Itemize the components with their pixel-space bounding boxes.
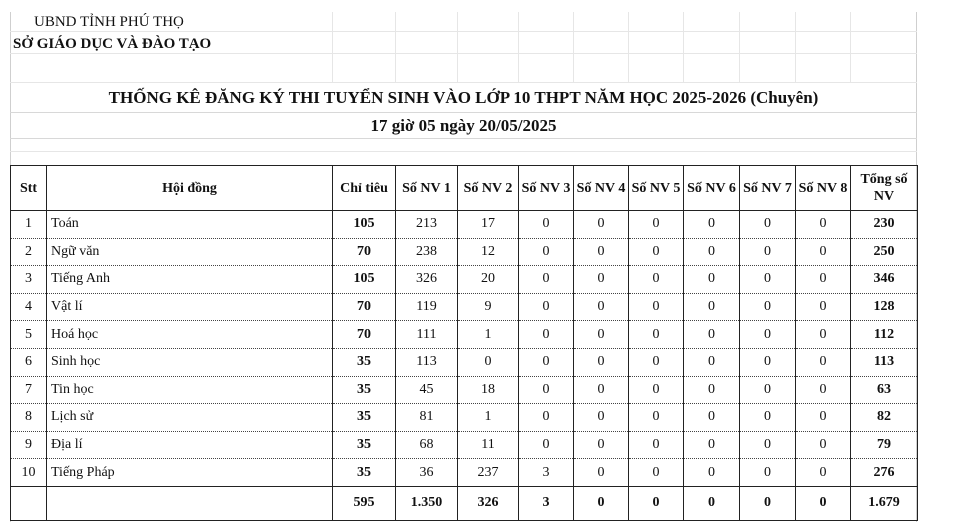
gridline — [683, 12, 684, 82]
table-row — [11, 459, 918, 487]
table-cell: 0 — [574, 211, 629, 239]
table-cell: 17 — [458, 211, 519, 239]
table-cell: 0 — [740, 348, 796, 376]
table-row — [11, 293, 918, 321]
table-cell: 0 — [684, 348, 740, 376]
gridline — [573, 12, 574, 82]
table-cell: 70 — [333, 321, 396, 349]
column-header: Số NV 3 — [519, 166, 574, 211]
table-cell: 20 — [458, 266, 519, 294]
table-cell: 111 — [396, 321, 458, 349]
table-cell: 12 — [458, 238, 519, 266]
table-cell: 237 — [458, 459, 519, 487]
table-cell: 0 — [574, 266, 629, 294]
table-cell: 0 — [519, 238, 574, 266]
table-cell: 35 — [333, 348, 396, 376]
total-cell: 0 — [684, 486, 740, 520]
table-cell: 0 — [519, 376, 574, 404]
table-cell: 82 — [851, 404, 918, 432]
table-cell: 250 — [851, 238, 918, 266]
gridline — [10, 53, 917, 54]
table-cell: 230 — [851, 211, 918, 239]
table-cell: Tiếng Anh — [47, 266, 333, 294]
table-cell: 8 — [11, 404, 47, 432]
column-header: Số NV 4 — [574, 166, 629, 211]
table-cell: 276 — [851, 459, 918, 487]
gridline — [10, 82, 917, 83]
table-cell: 0 — [796, 321, 851, 349]
table-cell: 0 — [740, 431, 796, 459]
table-cell: 0 — [519, 431, 574, 459]
column-header: Số NV 1 — [396, 166, 458, 211]
table-cell: 0 — [684, 211, 740, 239]
table-cell: 7 — [11, 376, 47, 404]
table-cell: 0 — [684, 266, 740, 294]
table-cell: 2 — [11, 238, 47, 266]
table-cell: 213 — [396, 211, 458, 239]
table-row — [11, 348, 918, 376]
table-cell: 1 — [458, 404, 519, 432]
table-cell: Toán — [47, 211, 333, 239]
table-cell: 0 — [574, 293, 629, 321]
table-cell: 0 — [796, 348, 851, 376]
column-header: Số NV 8 — [796, 166, 851, 211]
column-header: Số NV 2 — [458, 166, 519, 211]
total-cell: 0 — [796, 486, 851, 520]
table-cell: 9 — [11, 431, 47, 459]
registration-table — [10, 165, 918, 521]
total-cell: 326 — [458, 486, 519, 520]
table-cell: 63 — [851, 376, 918, 404]
table-cell: 346 — [851, 266, 918, 294]
table-cell: 0 — [629, 238, 684, 266]
table-cell: 45 — [396, 376, 458, 404]
table-cell: 0 — [740, 211, 796, 239]
table-cell: 3 — [11, 266, 47, 294]
table-cell: 0 — [796, 404, 851, 432]
gridline — [628, 12, 629, 82]
table-cell: 0 — [629, 459, 684, 487]
totals-row — [11, 486, 918, 520]
table-cell: 0 — [796, 211, 851, 239]
table-cell: 35 — [333, 404, 396, 432]
table-cell: Địa lí — [47, 431, 333, 459]
table-cell: 18 — [458, 376, 519, 404]
divider — [10, 138, 917, 139]
table-cell: 238 — [396, 238, 458, 266]
table-cell: 0 — [519, 321, 574, 349]
column-header: Số NV 7 — [740, 166, 796, 211]
column-header: Hội đồng — [47, 166, 333, 211]
gridline — [395, 12, 396, 82]
table-cell: 0 — [684, 238, 740, 266]
table-cell: 3 — [519, 459, 574, 487]
table-cell: 0 — [629, 211, 684, 239]
table-cell: 0 — [684, 459, 740, 487]
table-cell: 5 — [11, 321, 47, 349]
table-cell: 0 — [740, 266, 796, 294]
table-cell: 0 — [740, 459, 796, 487]
table-cell: 0 — [458, 348, 519, 376]
table-cell: 0 — [629, 266, 684, 294]
column-header: Số NV 6 — [684, 166, 740, 211]
table-cell: 0 — [629, 293, 684, 321]
table-cell: Ngữ văn — [47, 238, 333, 266]
total-cell: 0 — [629, 486, 684, 520]
table-cell: 0 — [629, 321, 684, 349]
column-header: Số NV 5 — [629, 166, 684, 211]
spreadsheet — [10, 12, 917, 522]
table-cell: 0 — [740, 404, 796, 432]
table-cell: 0 — [519, 404, 574, 432]
table-cell: 1 — [458, 321, 519, 349]
table-cell: 0 — [796, 376, 851, 404]
table-row — [11, 431, 918, 459]
table-cell: 0 — [629, 431, 684, 459]
table-cell: 0 — [796, 459, 851, 487]
table-cell: 79 — [851, 431, 918, 459]
gridline — [795, 12, 796, 82]
table-cell: 0 — [629, 376, 684, 404]
table-cell: 1 — [11, 211, 47, 239]
table-cell: 0 — [629, 404, 684, 432]
table-cell: 105 — [333, 211, 396, 239]
table-cell: 68 — [396, 431, 458, 459]
table-cell: 0 — [574, 348, 629, 376]
total-cell: 3 — [519, 486, 574, 520]
table-cell: 10 — [11, 459, 47, 487]
table-cell: 0 — [519, 266, 574, 294]
table-cell: 0 — [684, 431, 740, 459]
table-cell: 35 — [333, 431, 396, 459]
table-cell: 112 — [851, 321, 918, 349]
table-cell: 0 — [519, 293, 574, 321]
table-row — [11, 376, 918, 404]
report-timestamp: 17 giờ 05 ngày 20/05/2025 — [370, 116, 557, 135]
table-cell: 0 — [684, 376, 740, 404]
table-cell: 0 — [574, 321, 629, 349]
gridline — [850, 12, 851, 82]
total-cell — [47, 486, 333, 520]
gridline — [739, 12, 740, 82]
table-cell: 35 — [333, 459, 396, 487]
table-row — [11, 321, 918, 349]
table-cell: 0 — [740, 376, 796, 404]
table-cell: 0 — [796, 431, 851, 459]
table-cell: 0 — [684, 293, 740, 321]
table-row — [11, 211, 918, 239]
column-header: Chỉ tiêu — [333, 166, 396, 211]
total-cell: 1.350 — [396, 486, 458, 520]
total-cell: 1.679 — [851, 486, 918, 520]
table-cell: 0 — [629, 348, 684, 376]
table-cell: 128 — [851, 293, 918, 321]
table-cell: 0 — [740, 293, 796, 321]
table-cell: 0 — [574, 376, 629, 404]
table-cell: Tiếng Pháp — [47, 459, 333, 487]
table-cell: 0 — [519, 348, 574, 376]
table-cell: 0 — [740, 238, 796, 266]
table-cell: Lịch sử — [47, 404, 333, 432]
table-cell: 0 — [796, 266, 851, 294]
table-cell: 326 — [396, 266, 458, 294]
authority-name: UBND TỈNH PHÚ THỌ — [34, 14, 184, 30]
table-cell: 0 — [796, 293, 851, 321]
total-cell — [11, 486, 47, 520]
table-row — [11, 238, 918, 266]
table-cell: 0 — [684, 321, 740, 349]
gridline — [10, 31, 917, 32]
divider — [10, 112, 917, 113]
gridline — [332, 12, 333, 82]
column-header: Tổng số NV — [851, 166, 918, 211]
table-cell: 35 — [333, 376, 396, 404]
column-header: Stt — [11, 166, 47, 211]
table-cell: Sinh học — [47, 348, 333, 376]
table-cell: 4 — [11, 293, 47, 321]
table-cell: 9 — [458, 293, 519, 321]
table-cell: 70 — [333, 293, 396, 321]
table-cell: Vật lí — [47, 293, 333, 321]
total-cell: 0 — [740, 486, 796, 520]
table-cell: 0 — [574, 238, 629, 266]
table-cell: 0 — [519, 211, 574, 239]
gridline — [518, 12, 519, 82]
table-row — [11, 404, 918, 432]
gridline — [10, 151, 917, 152]
table-row — [11, 266, 918, 294]
table-cell: 0 — [740, 321, 796, 349]
table-cell: 0 — [574, 459, 629, 487]
table-cell: 119 — [396, 293, 458, 321]
table-cell: 81 — [396, 404, 458, 432]
table-cell: 70 — [333, 238, 396, 266]
table-cell: Tin học — [47, 376, 333, 404]
header-row — [11, 166, 918, 211]
table-cell: 0 — [684, 404, 740, 432]
table-cell: 6 — [11, 348, 47, 376]
table-cell: 113 — [396, 348, 458, 376]
table-cell: 0 — [574, 404, 629, 432]
total-cell: 595 — [333, 486, 396, 520]
table-cell: 0 — [796, 238, 851, 266]
table-cell: 113 — [851, 348, 918, 376]
table-cell: Hoá học — [47, 321, 333, 349]
table-cell: 105 — [333, 266, 396, 294]
total-cell: 0 — [574, 486, 629, 520]
table-cell: 36 — [396, 459, 458, 487]
gridline — [457, 12, 458, 82]
table-cell: 0 — [574, 431, 629, 459]
table-cell: 11 — [458, 431, 519, 459]
department-name: SỞ GIÁO DỤC VÀ ĐÀO TẠO — [13, 36, 212, 52]
report-title: THỐNG KÊ ĐĂNG KÝ THI TUYỂN SINH VÀO LỚP 10 THPT NĂM HỌC 2025-2026 (Chuyên) — [108, 88, 819, 107]
